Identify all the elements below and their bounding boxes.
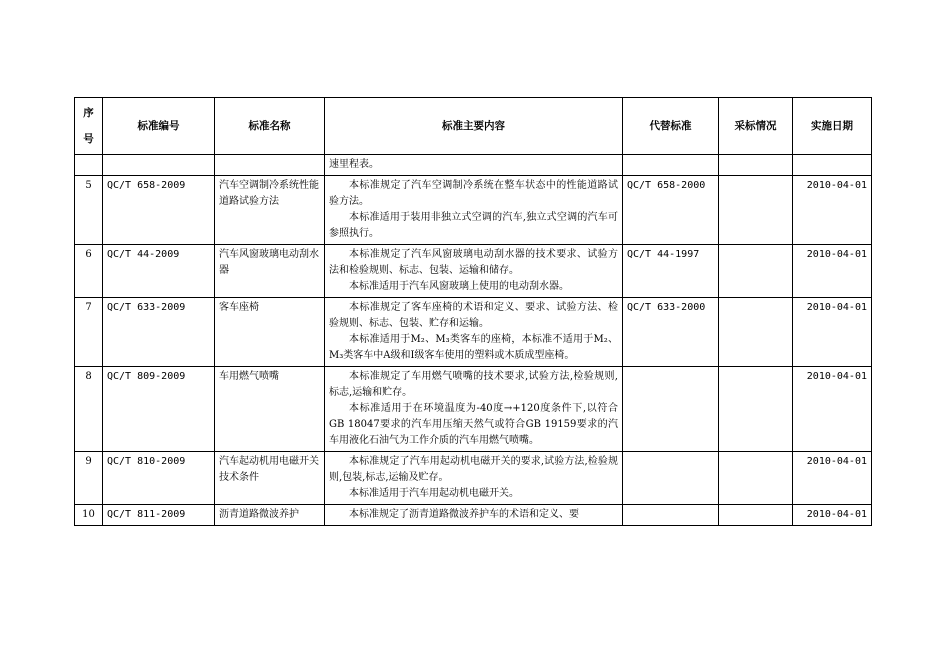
cell-empty <box>719 155 793 176</box>
table-row <box>75 367 872 452</box>
standard-content <box>325 245 623 298</box>
standard-code: QC/T 44-2009 <box>103 245 215 298</box>
replaced-standard: QC/T 633-2000 <box>623 298 719 367</box>
continuation-text <box>325 155 623 176</box>
content-paragraph: 本标准规定了汽车空调制冷系统在整车状态中的性能道路试验方法。 <box>329 180 618 207</box>
adoption-status <box>719 245 793 298</box>
row-number: 7 <box>75 298 103 367</box>
cell-empty <box>793 155 872 176</box>
table-row <box>75 245 872 298</box>
standard-content <box>325 176 623 245</box>
effective-date: 2010-04-01 <box>793 505 872 526</box>
standard-code: QC/T 809-2009 <box>103 367 215 452</box>
adoption-status <box>719 298 793 367</box>
content-paragraph: 本标准适用于装用非独立式空调的汽车,独立式空调的汽车可参照执行。 <box>329 212 618 239</box>
table-body <box>75 176 872 526</box>
header-name: 标准名称 <box>215 98 325 155</box>
table-row <box>75 176 872 245</box>
header-code: 标准编号 <box>103 98 215 155</box>
cell-empty <box>623 155 719 176</box>
content-paragraph: 本标准适用于M₂、M₃类客车的座椅，本标准不适用于M₂、M₃类客车中A级和Ⅰ级客车使用的塑料或木质成型座椅。 <box>329 334 618 361</box>
standard-content <box>325 298 623 367</box>
table-row <box>75 505 872 526</box>
standard-name: 汽车起动机用电磁开关技术条件 <box>215 452 325 505</box>
standard-name: 汽车空调制冷系统性能道路试验方法 <box>215 176 325 245</box>
table-row <box>75 298 872 367</box>
replaced-standard: QC/T 658-2000 <box>623 176 719 245</box>
header-adoption: 采标情况 <box>719 98 793 155</box>
content-paragraph: 本标准规定了客车座椅的术语和定义、要求、试验方法、检验规则、标志、包装、贮存和运输。 <box>329 302 618 329</box>
adoption-status <box>719 367 793 452</box>
effective-date: 2010-04-01 <box>793 367 872 452</box>
standards-table <box>74 97 872 526</box>
cell-empty <box>75 155 103 176</box>
standard-code: QC/T 633-2009 <box>103 298 215 367</box>
continuation-paragraph: 速里程表。 <box>329 159 379 170</box>
header-date: 实施日期 <box>793 98 872 155</box>
cell-empty <box>215 155 325 176</box>
cell-empty <box>103 155 215 176</box>
standard-code: QC/T 811-2009 <box>103 505 215 526</box>
row-number: 5 <box>75 176 103 245</box>
table-row <box>75 452 872 505</box>
replaced-standard <box>623 505 719 526</box>
row-number: 6 <box>75 245 103 298</box>
row-number: 10 <box>75 505 103 526</box>
standard-content <box>325 452 623 505</box>
header-seq-line1: 序 <box>83 107 94 119</box>
content-paragraph: 本标准规定了汽车用起动机电磁开关的要求,试验方法,检验规则,包装,标志,运输及贮存。 <box>329 456 618 483</box>
standard-name: 汽车风窗玻璃电动刮水器 <box>215 245 325 298</box>
content-paragraph: 本标准规定了沥青道路微波养护车的术语和定义、要 <box>349 509 579 520</box>
header-seq <box>75 98 103 155</box>
standard-name: 沥青道路微波养护 <box>215 505 325 526</box>
standard-name: 客车座椅 <box>215 298 325 367</box>
standard-name: 车用燃气喷嘴 <box>215 367 325 452</box>
content-paragraph: 本标准适用于汽车用起动机电磁开关。 <box>349 488 519 499</box>
continuation-row <box>75 155 872 176</box>
content-paragraph: 本标准规定了汽车风窗玻璃电动刮水器的技术要求、试验方法和检验规则、标志、包装、运输和储存。 <box>329 249 618 276</box>
effective-date: 2010-04-01 <box>793 298 872 367</box>
effective-date: 2010-04-01 <box>793 452 872 505</box>
header-replaces: 代替标准 <box>623 98 719 155</box>
row-number: 9 <box>75 452 103 505</box>
content-paragraph: 本标准适用于汽车风窗玻璃上使用的电动刮水器。 <box>349 281 569 292</box>
replaced-standard <box>623 452 719 505</box>
effective-date: 2010-04-01 <box>793 176 872 245</box>
row-number: 8 <box>75 367 103 452</box>
content-paragraph: 本标准规定了车用燃气喷嘴的技术要求,试验方法,检验规则,标志,运输和贮存。 <box>329 371 618 398</box>
header-row <box>75 98 872 155</box>
standard-code: QC/T 658-2009 <box>103 176 215 245</box>
effective-date: 2010-04-01 <box>793 245 872 298</box>
adoption-status <box>719 452 793 505</box>
standard-content <box>325 367 623 452</box>
header-seq-line2: 号 <box>83 133 94 145</box>
adoption-status <box>719 505 793 526</box>
standard-code: QC/T 810-2009 <box>103 452 215 505</box>
replaced-standard: QC/T 44-1997 <box>623 245 719 298</box>
standard-content <box>325 505 623 526</box>
adoption-status <box>719 176 793 245</box>
header-content: 标准主要内容 <box>325 98 623 155</box>
replaced-standard <box>623 367 719 452</box>
content-paragraph: 本标准适用于在环境温度为-40度→+120度条件下,以符合GB 18047要求的汽车用压缩天然气或符合GB 19159要求的汽车用液化石油气为工作介质的汽车用燃气喷嘴。 <box>329 403 618 446</box>
